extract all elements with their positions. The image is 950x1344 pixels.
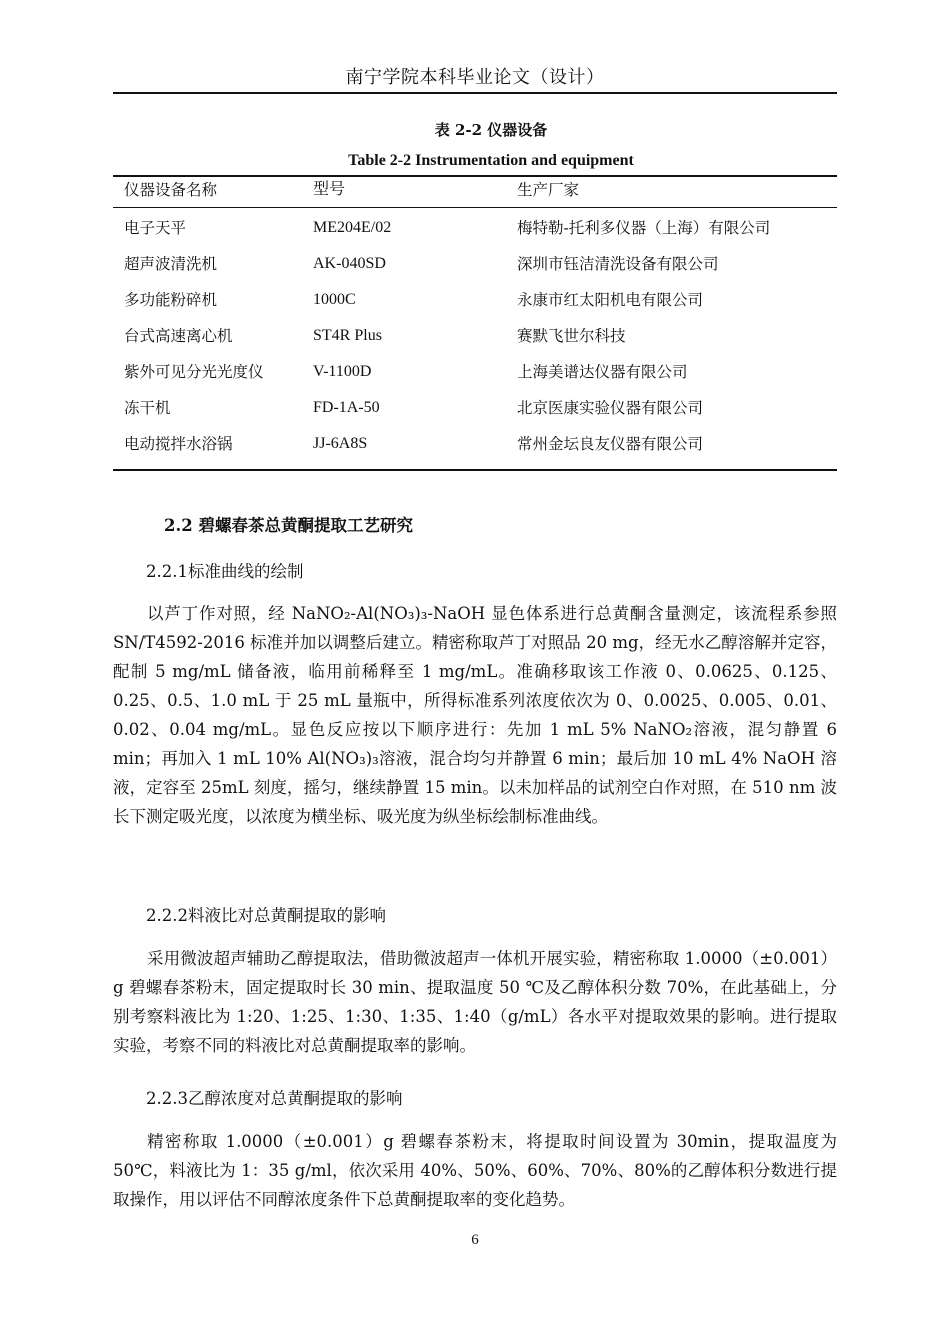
header-rule: [113, 92, 837, 94]
subsection-title-standard-curve: 2.2.1标准曲线的绘制: [146, 562, 304, 581]
table-cell-instrument: 电动搅拌水浴锅: [124, 435, 233, 453]
table-column-header: 仪器设备名称: [124, 181, 218, 199]
page-number: 6: [471, 1232, 479, 1248]
table-cell-model: FD-1A-50: [313, 399, 380, 416]
table-cell-model: ST4R Plus: [313, 327, 382, 344]
table-header-rule: [113, 207, 837, 208]
table-cell-manufacturer: 北京医康实验仪器有限公司: [517, 399, 704, 417]
paragraph-ethanol-concentration: 精密称取 1.0000（±0.001）g 碧螺春茶粉末，将提取时间设置为 30min，提取温度为 50℃，料液比为 1：35 g/ml，依次采用 40%、50%、60%、70%、80%的乙醇体积分数进行提取操作，用以评估不同醇浓度条件下总黄酮提取率的变化趋势。: [113, 1132, 837, 1209]
table-cell-manufacturer: 永康市红太阳机电有限公司: [517, 291, 704, 309]
table-cell-manufacturer: 梅特勒-托利多仪器（上海）有限公司: [517, 219, 771, 237]
table-column-header: 型号: [313, 181, 346, 198]
table-top-rule: [113, 175, 837, 177]
table-bottom-rule: [113, 469, 837, 471]
table-cell-instrument: 台式高速离心机: [124, 327, 233, 345]
table-caption-en: Table 2-2 Instrumentation and equipment: [348, 152, 634, 169]
table-column-header: 生产厂家: [517, 181, 580, 199]
table-cell-instrument: 电子天平: [124, 219, 187, 237]
table-cell-instrument: 冻干机: [124, 399, 171, 417]
table-caption-cn: 表 2-2 仪器设备: [434, 121, 548, 139]
table-cell-manufacturer: 深圳市钰洁清洗设备有限公司: [517, 255, 719, 273]
table-cell-manufacturer: 常州金坛良友仪器有限公司: [517, 435, 704, 453]
table-cell-manufacturer: 上海美谱达仪器有限公司: [517, 363, 688, 381]
table-cell-model: V-1100D: [313, 363, 372, 380]
subsection-title-solid-liquid-ratio: 2.2.2料液比对总黄酮提取的影响: [146, 906, 386, 925]
paragraph-standard-curve: 以芦丁作对照，经 NaNO₂-Al(NO₃)₃-NaOH 显色体系进行总黄酮含量测定，该流程系参照 SN/T4592-2016 标准并加以调整后建立。精密称取芦丁对照品 20 mg，经无水乙醇溶解并定容，配制 5 mg/mL 储备液，临用前稀释至 1 mg/mL。准确移取该工作液 0、0.0625、0.125、0.25、0.5、1.0 mL 于 25 mL 量瓶中，所得标准系列浓度依次为 0、0.0025、0.005、0.01、0.02、0.04 mg/mL。显色反应按以下顺序进行：先加 1 mL 5% NaNO₂溶液，混匀静置 6 min；再加入 1 mL 10% Al(NO₃)₃溶液，混合均匀并静置 6 min；最后加 10 mL 4% NaOH 溶液，定容至 25mL 刻度，摇匀，继续静置 15 min。以未加样品的试剂空白作对照，在 510 nm 波长下测定吸光度，以浓度为横坐标、吸光度为纵坐标绘制标准曲线。: [113, 604, 837, 826]
table-cell-model: ME204E/02: [313, 219, 392, 236]
table-cell-model: JJ-6A8S: [313, 435, 368, 452]
page-header-title: 南宁学院本科毕业论文（设计）: [345, 67, 605, 88]
paragraph-solid-liquid-ratio: 采用微波超声辅助乙醇提取法，借助微波超声一体机开展实验，精密称取 1.0000（±0.001）g 碧螺春茶粉末，固定提取时长 30 min、提取温度 50 ℃及乙醇体积分数 70%，在此基础上，分别考察料液比为 1:20、1:25、1:30、1:35、1:40（g/mL）各水平对提取效果的影响。进行提取实验，考察不同的料液比对总黄酮提取率的影响。: [113, 949, 837, 1055]
table-cell-instrument: 多功能粉碎机: [124, 291, 218, 309]
table-cell-model: AK-040SD: [313, 255, 386, 272]
section-heading: 2.2 碧螺春茶总黄酮提取工艺研究: [164, 516, 413, 535]
table-cell-model: 1000C: [313, 291, 356, 308]
table-cell-instrument: 紫外可见分光光度仪: [124, 363, 264, 381]
table-cell-manufacturer: 赛默飞世尔科技: [517, 327, 626, 345]
subsection-title-ethanol-concentration: 2.2.3乙醇浓度对总黄酮提取的影响: [146, 1089, 403, 1108]
table-cell-instrument: 超声波清洗机: [124, 255, 218, 273]
